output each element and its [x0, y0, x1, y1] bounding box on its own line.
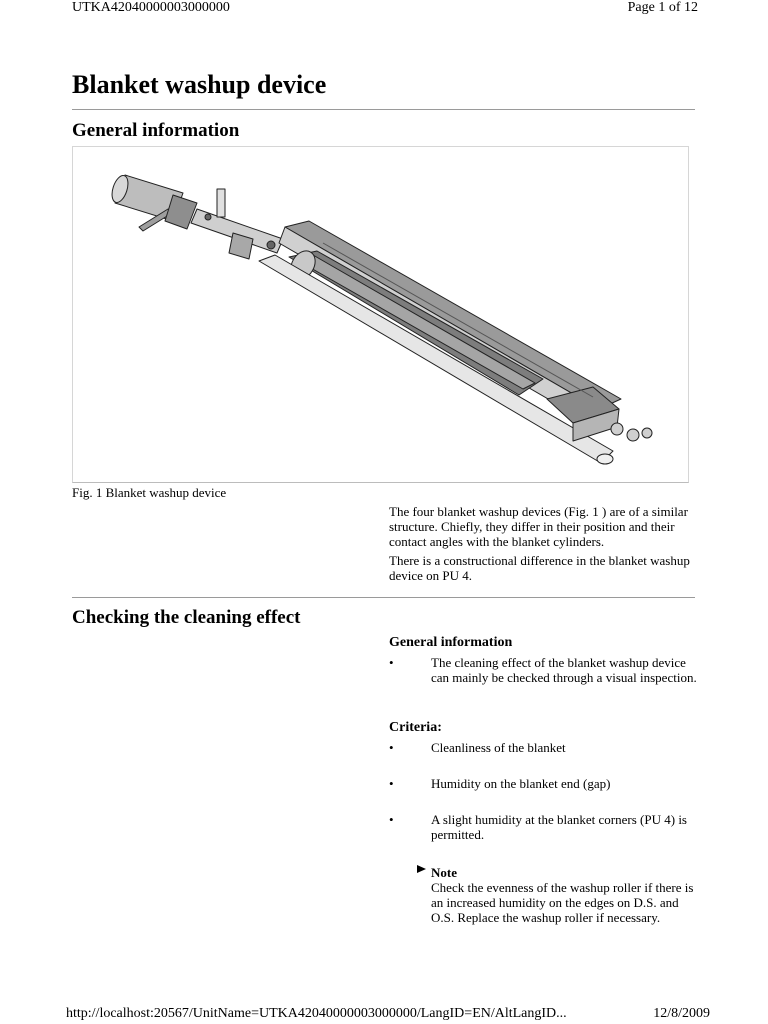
subheading-criteria: Criteria: [389, 720, 442, 735]
bullet-humidity-corners: A slight humidity at the blanket corners (PU 4) is permitted. [431, 812, 687, 842]
bullet-humidity-gap: Humidity on the blanket end (gap) [431, 776, 611, 791]
blanket-washup-device-illustration [73, 147, 688, 482]
note-text: Check the evenness of the washup roller if there is an increased humidity on the edges on D.S. and O.S. Replace the washup roller if necessary. [431, 880, 694, 925]
intro-paragraph-2: There is a constructional difference in the blanket washup device on PU 4. [389, 553, 690, 583]
section-divider [72, 597, 695, 598]
section-heading-general-information: General information [72, 120, 240, 141]
bullet-marker: • [389, 740, 394, 755]
bullet-marker: • [389, 776, 394, 791]
section-heading-checking-cleaning-effect: Checking the cleaning effect [72, 607, 301, 628]
document-id: UTKA42040000003000000 [72, 0, 230, 15]
intro-paragraph-1: The four blanket washup devices (Fig. 1 ) are of a similar structure. Chiefly, they differ in their position and their contact angles with the blanket cylinders. [389, 504, 688, 549]
figure-blanket-washup-device [72, 146, 689, 483]
bullet-cleaning-effect: The cleaning effect of the blanket washup device can mainly be checked through a visual inspection. [431, 655, 697, 685]
bullet-cleanliness: Cleanliness of the blanket [431, 740, 566, 755]
note-heading: Note [431, 865, 457, 880]
subheading-general-information: General information [389, 635, 513, 650]
footer-date: 12/8/2009 [653, 1006, 710, 1021]
page-indicator: Page 1 of 12 [627, 0, 698, 15]
bullet-marker: • [389, 812, 394, 827]
footer-url: http://localhost:20567/UnitName=UTKA42040000003000000/LangID=EN/AltLangID... [66, 1006, 567, 1021]
page-title: Blanket washup device [72, 70, 327, 99]
bullet-marker: • [389, 655, 394, 670]
title-divider [72, 109, 695, 110]
figure-caption: Fig. 1 Blanket washup device [72, 485, 227, 500]
note-arrow-icon [417, 865, 426, 873]
